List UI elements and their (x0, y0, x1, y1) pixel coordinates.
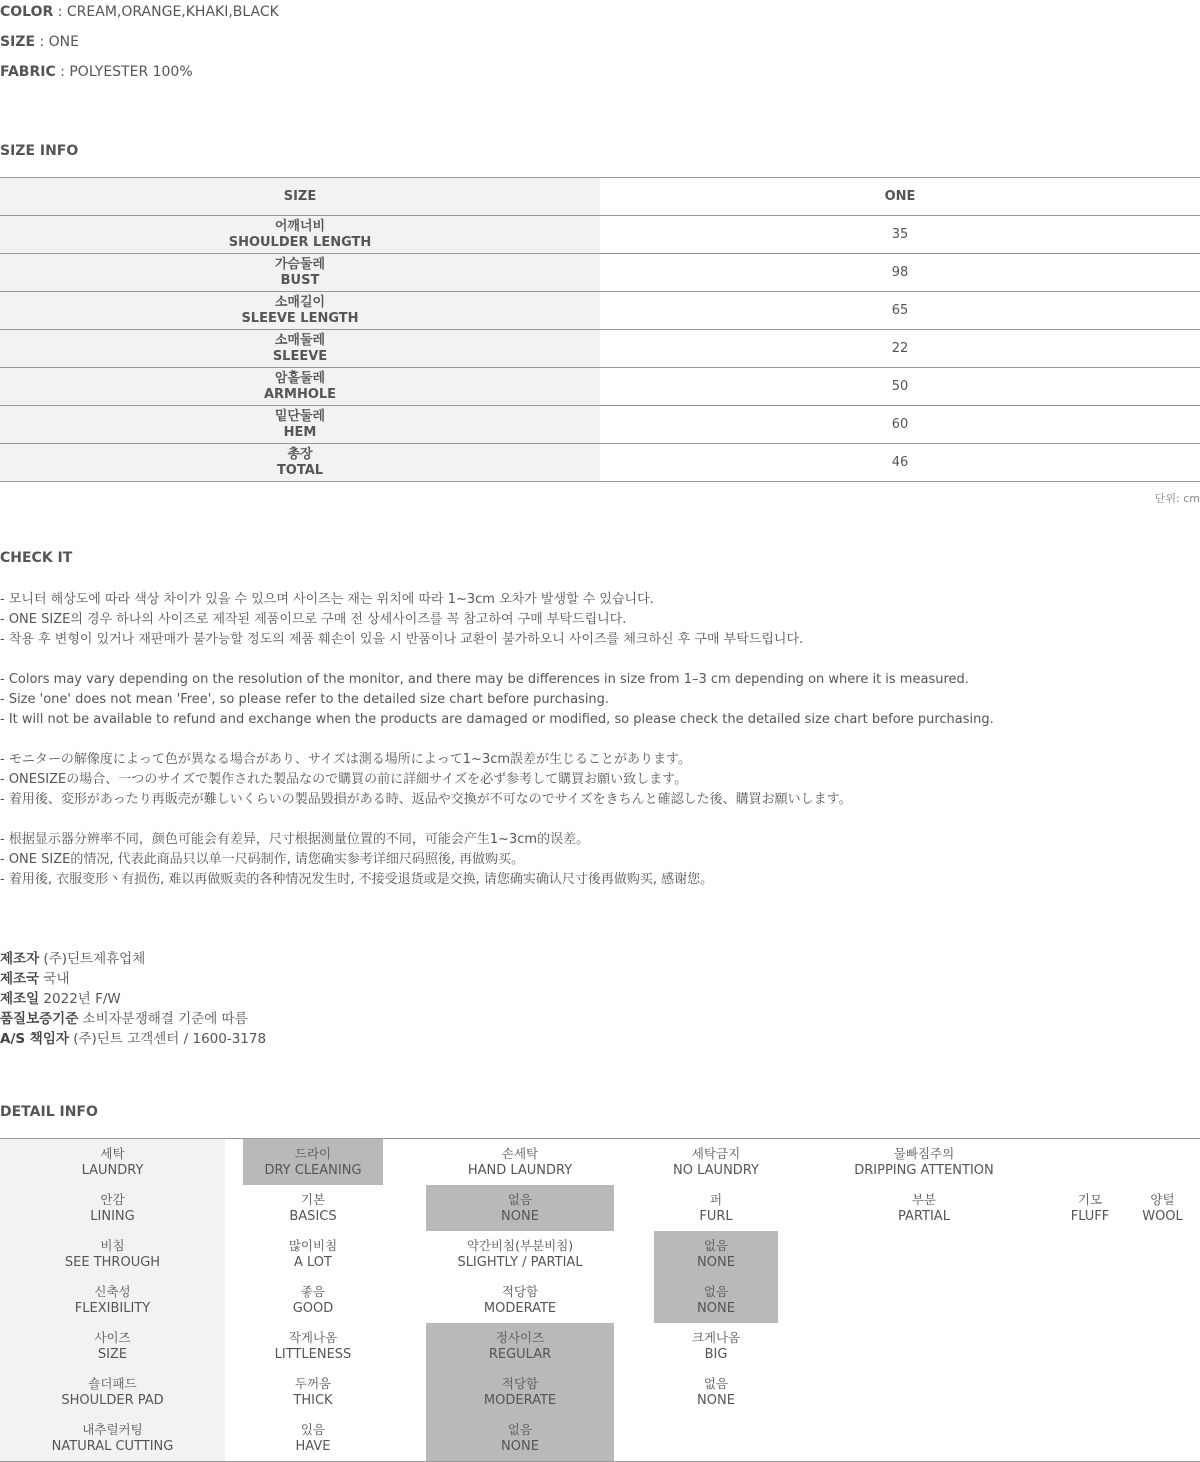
detail-option (243, 1323, 383, 1369)
maker-line (0, 969, 266, 989)
spec-size: SIZE : ONE (0, 34, 79, 50)
detail-option (426, 1277, 614, 1323)
detail-option-ko: 좋음 (300, 1284, 326, 1299)
detail-option-ko: 약간비침(부분비침) (466, 1238, 574, 1253)
detail-option (243, 1277, 383, 1323)
detail-option-en: BIG (704, 1347, 728, 1362)
check-it-line: - Size 'one' does not mean 'Free', so please refer to the detailed size chart before purchasing. (0, 692, 610, 707)
size-row-value: 46 (891, 455, 909, 470)
detail-option-en: DRY CLEANING (264, 1163, 362, 1178)
detail-option-en: BASICS (289, 1209, 337, 1224)
detail-head-ko: 신축성 (94, 1284, 131, 1299)
maker-line (0, 989, 266, 1009)
unit-note: 단위: cm (1154, 492, 1200, 505)
maker-info (0, 949, 266, 1049)
detail-head-ko: 사이즈 (94, 1330, 131, 1345)
detail-head-en: LINING (90, 1209, 135, 1224)
detail-head-en: FLEXIBILITY (74, 1301, 151, 1316)
detail-option-ko: 없음 (703, 1284, 729, 1299)
check-it-line: - モニターの解像度によって色が異なる場合があり、サイズは測る場所によって1~3cm誤差が生じることがあります。 (0, 752, 691, 767)
detail-option-en: MODERATE (483, 1393, 557, 1408)
size-row-value: 22 (891, 341, 909, 356)
size-info-title: SIZE INFO (0, 143, 79, 159)
detail-head-ko: 숄더패드 (88, 1376, 137, 1391)
detail-option-en: FURL (699, 1209, 733, 1224)
detail-option (243, 1369, 383, 1415)
detail-option (426, 1369, 614, 1415)
detail-row-head (0, 1369, 225, 1415)
maker-label: A/S 책임자 (0, 1031, 69, 1047)
size-row-label (0, 216, 600, 253)
size-row-label-ko: 가슴둘레 (274, 256, 326, 272)
detail-row-head (0, 1139, 225, 1185)
detail-option-ko: 많이비침 (288, 1238, 338, 1253)
maker-label: 제조자 (0, 951, 40, 967)
detail-row-head (0, 1185, 225, 1231)
spec-size-value: ONE (48, 34, 79, 50)
detail-option-ko: 없음 (507, 1192, 533, 1207)
detail-option-ko: 있음 (300, 1422, 326, 1437)
size-row-label-ko: 밑단둘레 (274, 408, 326, 424)
maker-value: (주)딘트 고객센터 / 1600-3178 (73, 1031, 267, 1047)
detail-table (0, 1138, 1200, 1462)
detail-info-title: DETAIL INFO (0, 1104, 98, 1120)
detail-option-en: HAVE (295, 1439, 331, 1454)
size-table-row (0, 368, 1200, 406)
detail-option (654, 1185, 778, 1231)
detail-option-ko: 정사이즈 (495, 1330, 545, 1345)
detail-head-en: SIZE (97, 1347, 128, 1362)
detail-row (0, 1231, 1200, 1277)
detail-option-ko: 없음 (703, 1238, 729, 1253)
detail-option (654, 1323, 778, 1369)
size-row-label-en: SHOULDER LENGTH (228, 234, 372, 250)
detail-row (0, 1369, 1200, 1415)
detail-option (1130, 1185, 1195, 1231)
detail-option-ko: 양털 (1150, 1192, 1175, 1207)
maker-value: 국내 (43, 971, 70, 987)
detail-option-ko: 세탁금지 (691, 1146, 741, 1161)
maker-label: 제조국 (0, 971, 40, 987)
detail-row-head (0, 1277, 225, 1323)
size-row-label-ko: 소매길이 (274, 294, 326, 310)
size-table-header-right: ONE (884, 189, 916, 204)
detail-option (384, 1139, 656, 1185)
detail-option-ko: 부분 (911, 1192, 937, 1207)
detail-option (654, 1277, 778, 1323)
detail-row-head (0, 1231, 225, 1277)
size-row-value: 60 (891, 417, 909, 432)
detail-row-head (0, 1323, 225, 1369)
size-row-value: 98 (891, 265, 909, 280)
check-it-line: - Colors may vary depending on the resolution of the monitor, and there may be differences in size from 1–3 cm depending on where it is measured. (0, 672, 969, 687)
spec-color: COLOR : CREAM,ORANGE,KHAKI,BLACK (0, 4, 279, 20)
detail-option-en: NO LAUNDRY (673, 1163, 759, 1178)
detail-option-ko: 기본 (300, 1192, 326, 1207)
size-row-label-ko: 소매둘레 (274, 332, 326, 348)
detail-head-en: SEE THROUGH (64, 1255, 161, 1270)
check-it-line: - 착용 후 변형이 있거나 재판매가 불가능할 정도의 제품 훼손이 있을 시 반품이나 교환이 불가하오니 사이즈를 체크하신 후 구매 부탁드립니다. (0, 632, 804, 647)
maker-line (0, 1009, 266, 1029)
detail-head-ko: 세탁 (100, 1146, 125, 1161)
detail-option (243, 1185, 383, 1231)
size-table-row (0, 444, 1200, 482)
detail-head-ko: 내추럴커팅 (82, 1422, 143, 1437)
detail-option (654, 1369, 778, 1415)
size-table (0, 177, 1200, 482)
size-row-value: 65 (891, 303, 909, 318)
maker-value: 소비자분쟁해결 기준에 따름 (82, 1011, 248, 1027)
check-it-line: - ONESIZEの場合、一つのサイズで製作された製品なので購買の前に詳細サイズを必ず参考して購買お願い致します。 (0, 772, 688, 787)
spec-color-label: COLOR (0, 4, 54, 20)
size-row-label-en: SLEEVE LENGTH (241, 310, 359, 326)
detail-option-ko: 적당함 (501, 1284, 539, 1299)
maker-value: 2022년 F/W (43, 991, 121, 1007)
maker-label: 제조일 (0, 991, 40, 1007)
check-it-title: CHECK IT (0, 550, 73, 566)
spec-fabric-label: FABRIC (0, 64, 56, 80)
detail-option (243, 1139, 383, 1185)
detail-option (654, 1231, 778, 1277)
detail-option-en: GOOD (292, 1301, 334, 1316)
detail-option (654, 1139, 778, 1185)
check-it-line: - ONE SIZE의 경우 하나의 사이즈로 제작된 제품이므로 구매 전 상세사이즈를 꼭 참고하여 구매 부탁드립니다. (0, 612, 627, 627)
detail-option (426, 1231, 614, 1277)
detail-option (426, 1323, 614, 1369)
size-row-label (0, 254, 600, 291)
size-row-label-en: SLEEVE (272, 348, 328, 364)
size-row-label (0, 444, 600, 481)
detail-row (0, 1185, 1200, 1231)
detail-option-ko: 물빠짐주의 (893, 1146, 955, 1161)
detail-option-en: HAND LAUNDRY (467, 1163, 573, 1178)
check-it-gap (0, 650, 994, 670)
check-it-line: - 根据显示器分辨率不同，颜色可能会有差异，尺寸根据测量位置的不同，可能会产生1~3cm的误差。 (0, 832, 590, 847)
detail-option-en: FLUFF (1070, 1209, 1110, 1224)
detail-option-en: WOOL (1142, 1209, 1183, 1224)
detail-row (0, 1277, 1200, 1323)
size-table-header-left: SIZE (0, 178, 600, 215)
detail-option-en: NONE (697, 1255, 735, 1270)
size-row-label-en: ARMHOLE (263, 386, 337, 402)
detail-option-ko: 두꺼움 (294, 1376, 332, 1391)
check-it-line: - 着用後、変形があったり再販売が難しいくらいの製品毀損がある時、返品や交換が不可なのでサイズをきちんと確認した後、購買お願いします。 (0, 792, 852, 807)
check-it-line: - ONE SIZE的情况, 代表此商品只以单一尺码制作, 请您确实参考详细尺码照後, 再做购买。 (0, 852, 525, 867)
size-row-label-en: BUST (280, 272, 320, 288)
size-table-row (0, 216, 1200, 254)
size-row-label-ko: 암홀둘레 (274, 370, 326, 386)
check-it-line: - 着用後, 衣服变形丶有损伤, 难以再做贩卖的各种情况发生时, 不接受退货或是交换, 请您确实确认尺寸後再做购买, 感谢您。 (0, 872, 714, 887)
detail-row (0, 1415, 1200, 1461)
size-row-label (0, 406, 600, 443)
maker-label: 품질보증기준 (0, 1011, 79, 1027)
spec-fabric-value: POLYESTER 100% (69, 64, 193, 80)
detail-option-ko: 퍼 (709, 1192, 723, 1207)
size-table-row (0, 292, 1200, 330)
check-it-line: - 모니터 해상도에 따라 색상 차이가 있을 수 있으며 사이즈는 재는 위치에 따라 1~3cm 오차가 발생할 수 있습니다. (0, 592, 654, 607)
size-row-label-en: TOTAL (276, 462, 324, 478)
size-row-label-ko: 총장 (287, 446, 313, 462)
spec-fabric: FABRIC : POLYESTER 100% (0, 64, 193, 80)
detail-option (426, 1185, 614, 1231)
detail-head-en: NATURAL CUTTING (51, 1439, 174, 1454)
detail-head-ko: 안감 (100, 1192, 125, 1207)
detail-option-ko: 손세탁 (501, 1146, 539, 1161)
detail-row (0, 1323, 1200, 1369)
size-row-value: 50 (891, 379, 909, 394)
detail-option-en: DRIPPING ATTENTION (854, 1163, 994, 1178)
detail-row (0, 1139, 1200, 1185)
size-table-row (0, 406, 1200, 444)
detail-option (1050, 1185, 1130, 1231)
detail-option-ko: 작게나옴 (288, 1330, 338, 1345)
check-it-body (0, 590, 994, 890)
detail-option-en: NONE (501, 1209, 539, 1224)
detail-option (243, 1231, 383, 1277)
detail-option-ko: 크게나옴 (691, 1330, 741, 1345)
detail-option-ko: 적당함 (501, 1376, 539, 1391)
size-row-label (0, 330, 600, 367)
detail-head-en: LAUNDRY (81, 1163, 144, 1178)
detail-option-en: NONE (501, 1439, 539, 1454)
detail-option-ko: 드라이 (294, 1146, 332, 1161)
size-table-row (0, 254, 1200, 292)
spec-color-value: CREAM,ORANGE,KHAKI,BLACK (66, 4, 279, 20)
maker-line (0, 949, 266, 969)
detail-row-head (0, 1415, 225, 1461)
detail-option-en: PARTIAL (898, 1209, 950, 1224)
check-it-gap (0, 730, 994, 750)
detail-head-en: SHOULDER PAD (61, 1393, 164, 1408)
detail-option (426, 1415, 614, 1461)
size-row-label-ko: 어깨너비 (274, 218, 326, 234)
detail-head-ko: 비침 (100, 1238, 125, 1253)
detail-option-en: MODERATE (483, 1301, 557, 1316)
detail-option-en: SLIGHTLY / PARTIAL (457, 1255, 583, 1270)
detail-option-ko: 없음 (507, 1422, 533, 1437)
check-it-gap (0, 810, 994, 830)
detail-option-ko: 기모 (1077, 1192, 1103, 1207)
size-row-label (0, 292, 600, 329)
size-row-label (0, 368, 600, 405)
detail-option (778, 1185, 1070, 1231)
size-row-label-en: HEM (283, 424, 317, 440)
check-it-line: - It will not be available to refund and exchange when the products are damaged or modified, so please check the detailed size chart before purchasing. (0, 712, 994, 727)
detail-option (778, 1139, 1070, 1185)
detail-option-en: THICK (293, 1393, 333, 1408)
size-row-value: 35 (891, 227, 909, 242)
detail-option (243, 1415, 383, 1461)
detail-option-en: A LOT (294, 1255, 332, 1270)
size-table-header (0, 178, 1200, 216)
detail-option-en: REGULAR (488, 1347, 552, 1362)
detail-option-en: NONE (697, 1393, 735, 1408)
maker-value: (주)딘트제휴업체 (43, 951, 146, 967)
spec-size-label: SIZE (0, 34, 36, 50)
size-table-row (0, 330, 1200, 368)
detail-option-en: NONE (697, 1301, 735, 1316)
detail-option-ko: 없음 (703, 1376, 729, 1391)
maker-line (0, 1029, 266, 1049)
detail-option-en: LITTLENESS (274, 1347, 352, 1362)
